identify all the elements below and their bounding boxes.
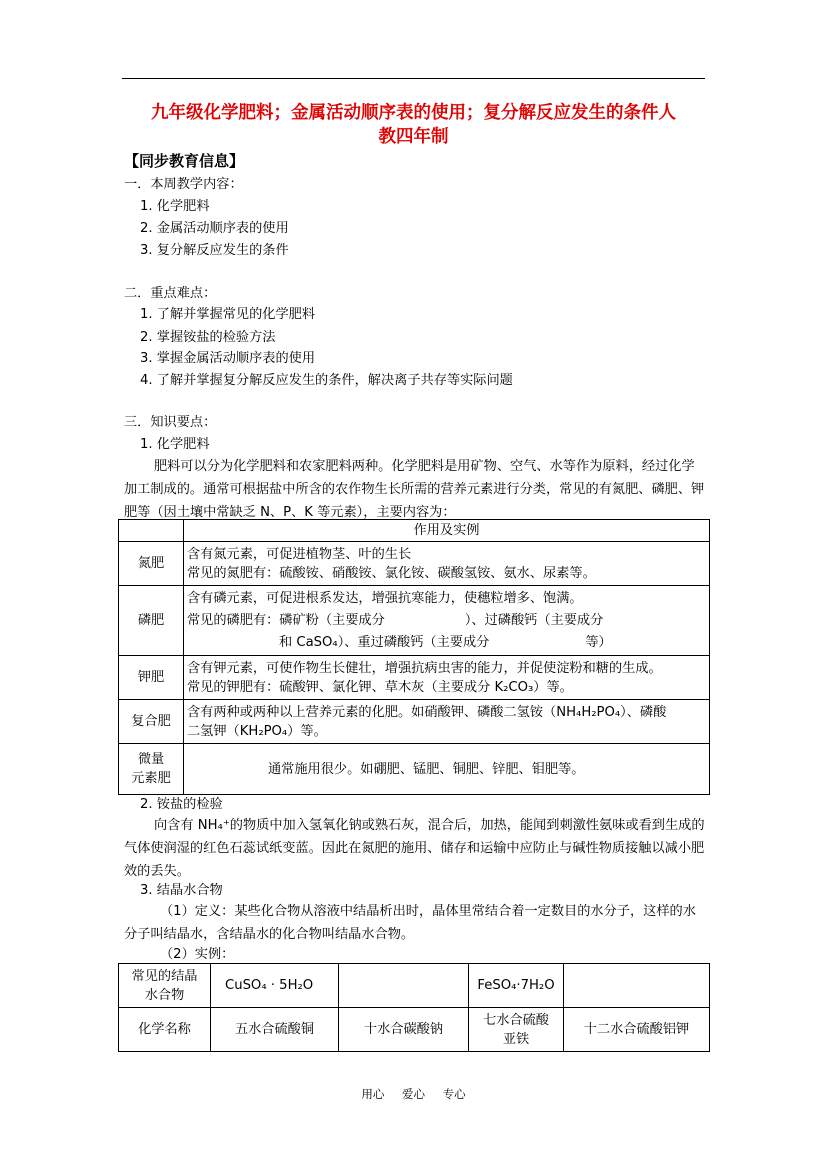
subheading-hydrate: 3. 结晶水合物 [140,883,223,898]
fertilizer-name: 钾肥 [119,656,184,700]
table-row [119,700,710,744]
table-row [119,586,710,656]
table-row [119,542,710,586]
table-cell: 常见的结晶 水合物 [119,964,211,1008]
table-cell: 化学名称 [119,1008,211,1052]
page-footer: 用心 爱心 专心 [361,1087,466,1101]
list-item: 2. 掌握铵盐的检验方法 [140,330,276,345]
top-rule [122,78,705,79]
table-cell [339,964,469,1008]
table-row [119,744,710,795]
table-row [119,656,710,700]
table-cell: 十二水合硫酸铝钾 [564,1008,710,1052]
table-cell: 七水合硫酸 亚铁 [469,1008,564,1052]
part3-heading: 三．知识要点： [124,415,217,430]
paragraph-ammonium: 向含有 NH₄⁺的物质中加入氢氧化钠或熟石灰，混合后，加热，能闻到刺激性氨味或看到生成的气体使润湿的红色石蕊试纸变蓝。因此在氮肥的施用、储存和运输中应防止与碱性物质接触以减小肥效的丢失。 [124,818,705,879]
fertilizer-table [118,519,710,795]
table-cell: FeSO₄·7H₂O [469,964,564,1008]
table-cell: CuSO₄ · 5H₂O [211,964,339,1008]
table-row [119,964,710,1008]
table-cell: 五水合硫酸铜 [211,1008,339,1052]
fertilizer-desc: 含有两种或两种以上营养元素的化肥。如硝酸钾、磷酸二氢铵（NH₄H₂PO₄）、磷酸 二氢钾（KH₂PO₄）等。 [184,700,710,744]
hydrate-table [118,963,710,1052]
table-header-cell [119,520,184,542]
page-title-line2: 教四年制 [378,127,449,147]
fertilizer-name: 磷肥 [119,586,184,656]
table-header-cell: 作用及实例 [184,520,710,542]
example-label: （2）实例： [160,947,235,962]
fertilizer-desc: 通常施用很少。如硼肥、锰肥、铜肥、锌肥、钼肥等。 [184,744,710,795]
fertilizer-name: 氮肥 [119,542,184,586]
subheading-ammonium: 2. 铵盐的检验 [140,797,223,812]
table-cell: 十水合碳酸钠 [339,1008,469,1052]
list-item: 1. 了解并掌握常见的化学肥料 [140,307,316,322]
table-cell [564,964,710,1008]
table-row [119,1008,710,1052]
list-item: 1. 化学肥料 [140,199,210,214]
part1-heading: 一．本周教学内容： [124,177,243,192]
page-title-line1: 九年级化学肥料；金属活动顺序表的使用；复分解反应发生的条件人 [151,103,676,123]
subheading-fertilizer: 1. 化学肥料 [140,437,210,452]
part2-heading: 二．重点难点： [124,286,217,301]
fertilizer-desc: 含有氮元素，可促进植物茎、叶的生长 常见的氮肥有：硫酸铵、硝酸铵、氯化铵、碳酸氢铵、氨水、尿素等。 [184,542,710,586]
list-item: 3. 掌握金属活动顺序表的使用 [140,351,316,366]
fertilizer-name: 复合肥 [119,700,184,744]
paragraph-fertilizer: 肥料可以分为化学肥料和农家肥料两种。化学肥料是用矿物、空气、水等作为原料，经过化学加工制成的。通常可根据盐中所含的农作物生长所需的营养元素进行分类，常见的有氮肥、磷肥、钾肥等（因土壤中常缺乏 N、P、K 等元素），主要内容为： [124,459,705,520]
fertilizer-desc: 含有磷元素，可促进根系发达，增强抗寒能力，使穗粒增多、饱满。 常见的磷肥有：磷矿粉（主要成分 ）、过磷酸钙（主要成分 和 CaSO₄）、重过磷酸钙（主要成分 等） [184,586,710,656]
list-item: 4. 了解并掌握复分解反应发生的条件，解决离子共存等实际问题 [140,373,513,388]
fertilizer-name: 微量 元素肥 [119,744,184,795]
list-item: 2. 金属活动顺序表的使用 [140,221,289,236]
paragraph-hydrate-definition: （1）定义：某些化合物从溶液中结晶析出时，晶体里常结合着一定数目的水分子，这样的水分子叫结晶水，含结晶水的化合物叫结晶水合物。 [124,904,696,942]
fertilizer-desc: 含有钾元素，可使作物生长健壮，增强抗病虫害的能力，并促使淀粉和糖的生成。 常见的钾肥有：硫酸钾、氯化钾、草木灰（主要成分 K₂CO₃）等。 [184,656,710,700]
section-header: 【同步教育信息】 [124,152,245,170]
list-item: 3. 复分解反应发生的条件 [140,243,289,258]
